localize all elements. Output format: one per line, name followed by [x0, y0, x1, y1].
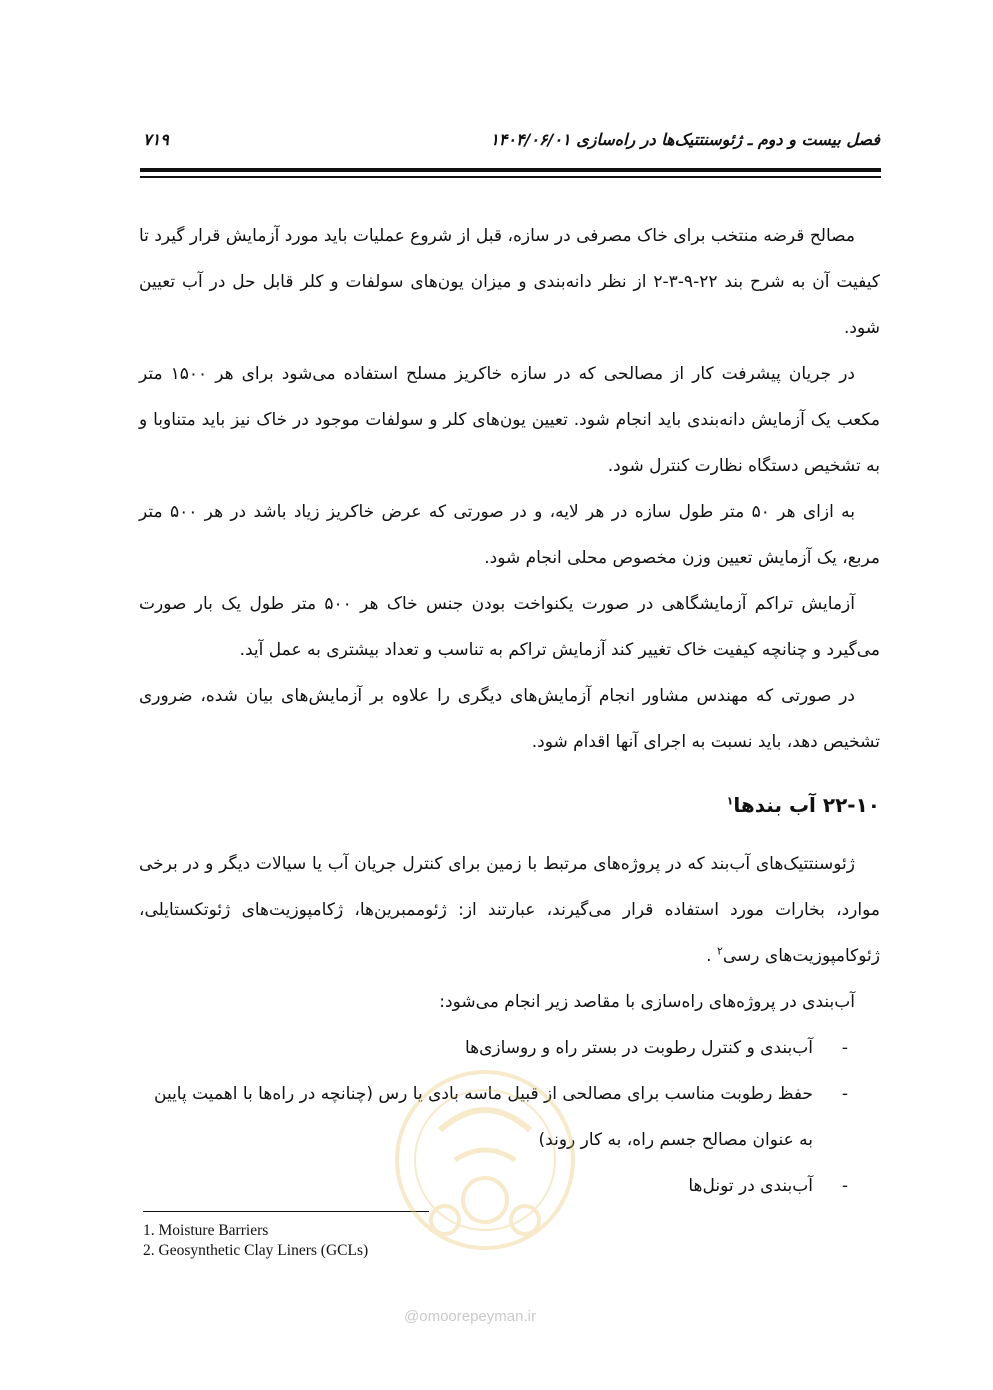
watermark-text: @omoorepeyman.ir — [404, 1308, 536, 1325]
footnote-ref-1: ۱ — [726, 794, 734, 808]
bullet-dash: - — [841, 1084, 848, 1104]
section-intro-end: . — [706, 946, 712, 966]
footnotes — [143, 1221, 368, 1261]
page-number: ۷۱۹ — [143, 130, 169, 149]
footnote-2: 2. Geosynthetic Clay Liners (GCLs) — [143, 1242, 369, 1259]
section-intro-paragraph — [139, 841, 880, 979]
paragraph-1: مصالح قرضه منتخب برای خاک مصرفی در سازه، قبل از شروع عملیات باید مورد آزمایش قرار گیرد تا کیفیت آن به شرح بند ۲۲-۹-۳-۲ از نظر دانه‌بندی و میزان یون‌های سولفات و کلر قابل حل در آب تعیین شود. — [139, 226, 880, 338]
section-heading — [139, 783, 880, 827]
running-header-title: فصل بیست و دوم ـ ژئوسنتتیک‌ها در راه‌سازی ۱۴۰۴/۰۶/۰۱ — [490, 130, 880, 149]
paragraph-3: به ازای هر ۵۰ متر طول سازه در هر لایه، و در صورتی که عرض خاکریز زیاد باشد در هر ۵۰۰ متر مربع، یک آزمایش تعیین وزن مخصوص محلی انجام شود. — [139, 502, 880, 568]
section-heading-text: ۲۲-۱۰ آب بندها — [733, 793, 880, 817]
paragraph-5: در صورتی که مهندس مشاور انجام آزمایش‌های دیگری را علاوه بر آزمایش‌های بیان شده، ضروری تشخیص دهد، باید نسبت به اجرای آنها اقدام شود. — [139, 686, 880, 752]
list-item-text: حفظ رطوبت مناسب برای مصالحی از قبیل ماسه بادی یا رس (چنانچه در راه‌ها با اهمیت پایین به عنوان مصالح جسم راه، به کار روند) — [154, 1084, 813, 1150]
watermark-seal-icon — [385, 1050, 585, 1290]
section-intro-text: ژئوسنتتیک‌های آب‌بند که در پروژه‌های مرتبط با زمین برای کنترل جریان آب یا سیالات دیگر و در برخی موارد، بخارات مورد استفاده قرار می‌گیرند، عبارتند از: ژئوممبرین‌ها، ژکامپوزیت‌های ژئوتکستایلی، ژئوکامپوزیت‌های رسی — [139, 854, 880, 966]
header-rule-thin — [140, 176, 881, 178]
footnote-1: 1. Moisture Barriers — [143, 1222, 269, 1239]
paragraph-4: آزمایش تراکم آزمایشگاهی در صورت یکنواخت بودن جنس خاک هر ۵۰۰ متر طول یک بار صورت می‌گیرد و چنانچه کیفیت خاک تغییر کند آزمایش تراکم به تناسب و تعداد بیشتری به عمل آید. — [139, 594, 880, 660]
bullet-dash: - — [841, 1038, 848, 1058]
bullet-dash: - — [841, 1176, 848, 1196]
header-rule-thick — [140, 168, 881, 172]
footnote-ref-2: ۲ — [716, 944, 723, 958]
list-item-text: آب‌بندی و کنترل رطوبت در بستر راه و روسازی‌ها — [464, 1038, 813, 1058]
list-item-text: آب‌بندی در تونل‌ها — [688, 1176, 813, 1196]
purpose-line: آب‌بندی در پروژه‌های راه‌سازی با مقاصد زیر انجام می‌شود: — [439, 992, 855, 1012]
paragraph-2: در جریان پیشرفت کار از مصالحی که در سازه خاکریز مسلح استفاده می‌شود برای هر ۱۵۰۰ متر مکعب یک آزمایش دانه‌بندی باید انجام شود. تعیین یون‌های کلر و سولفات موجود در خاک نیز باید متناوبا و به تشخیص دستگاه نظارت کنترل شود. — [139, 364, 880, 476]
